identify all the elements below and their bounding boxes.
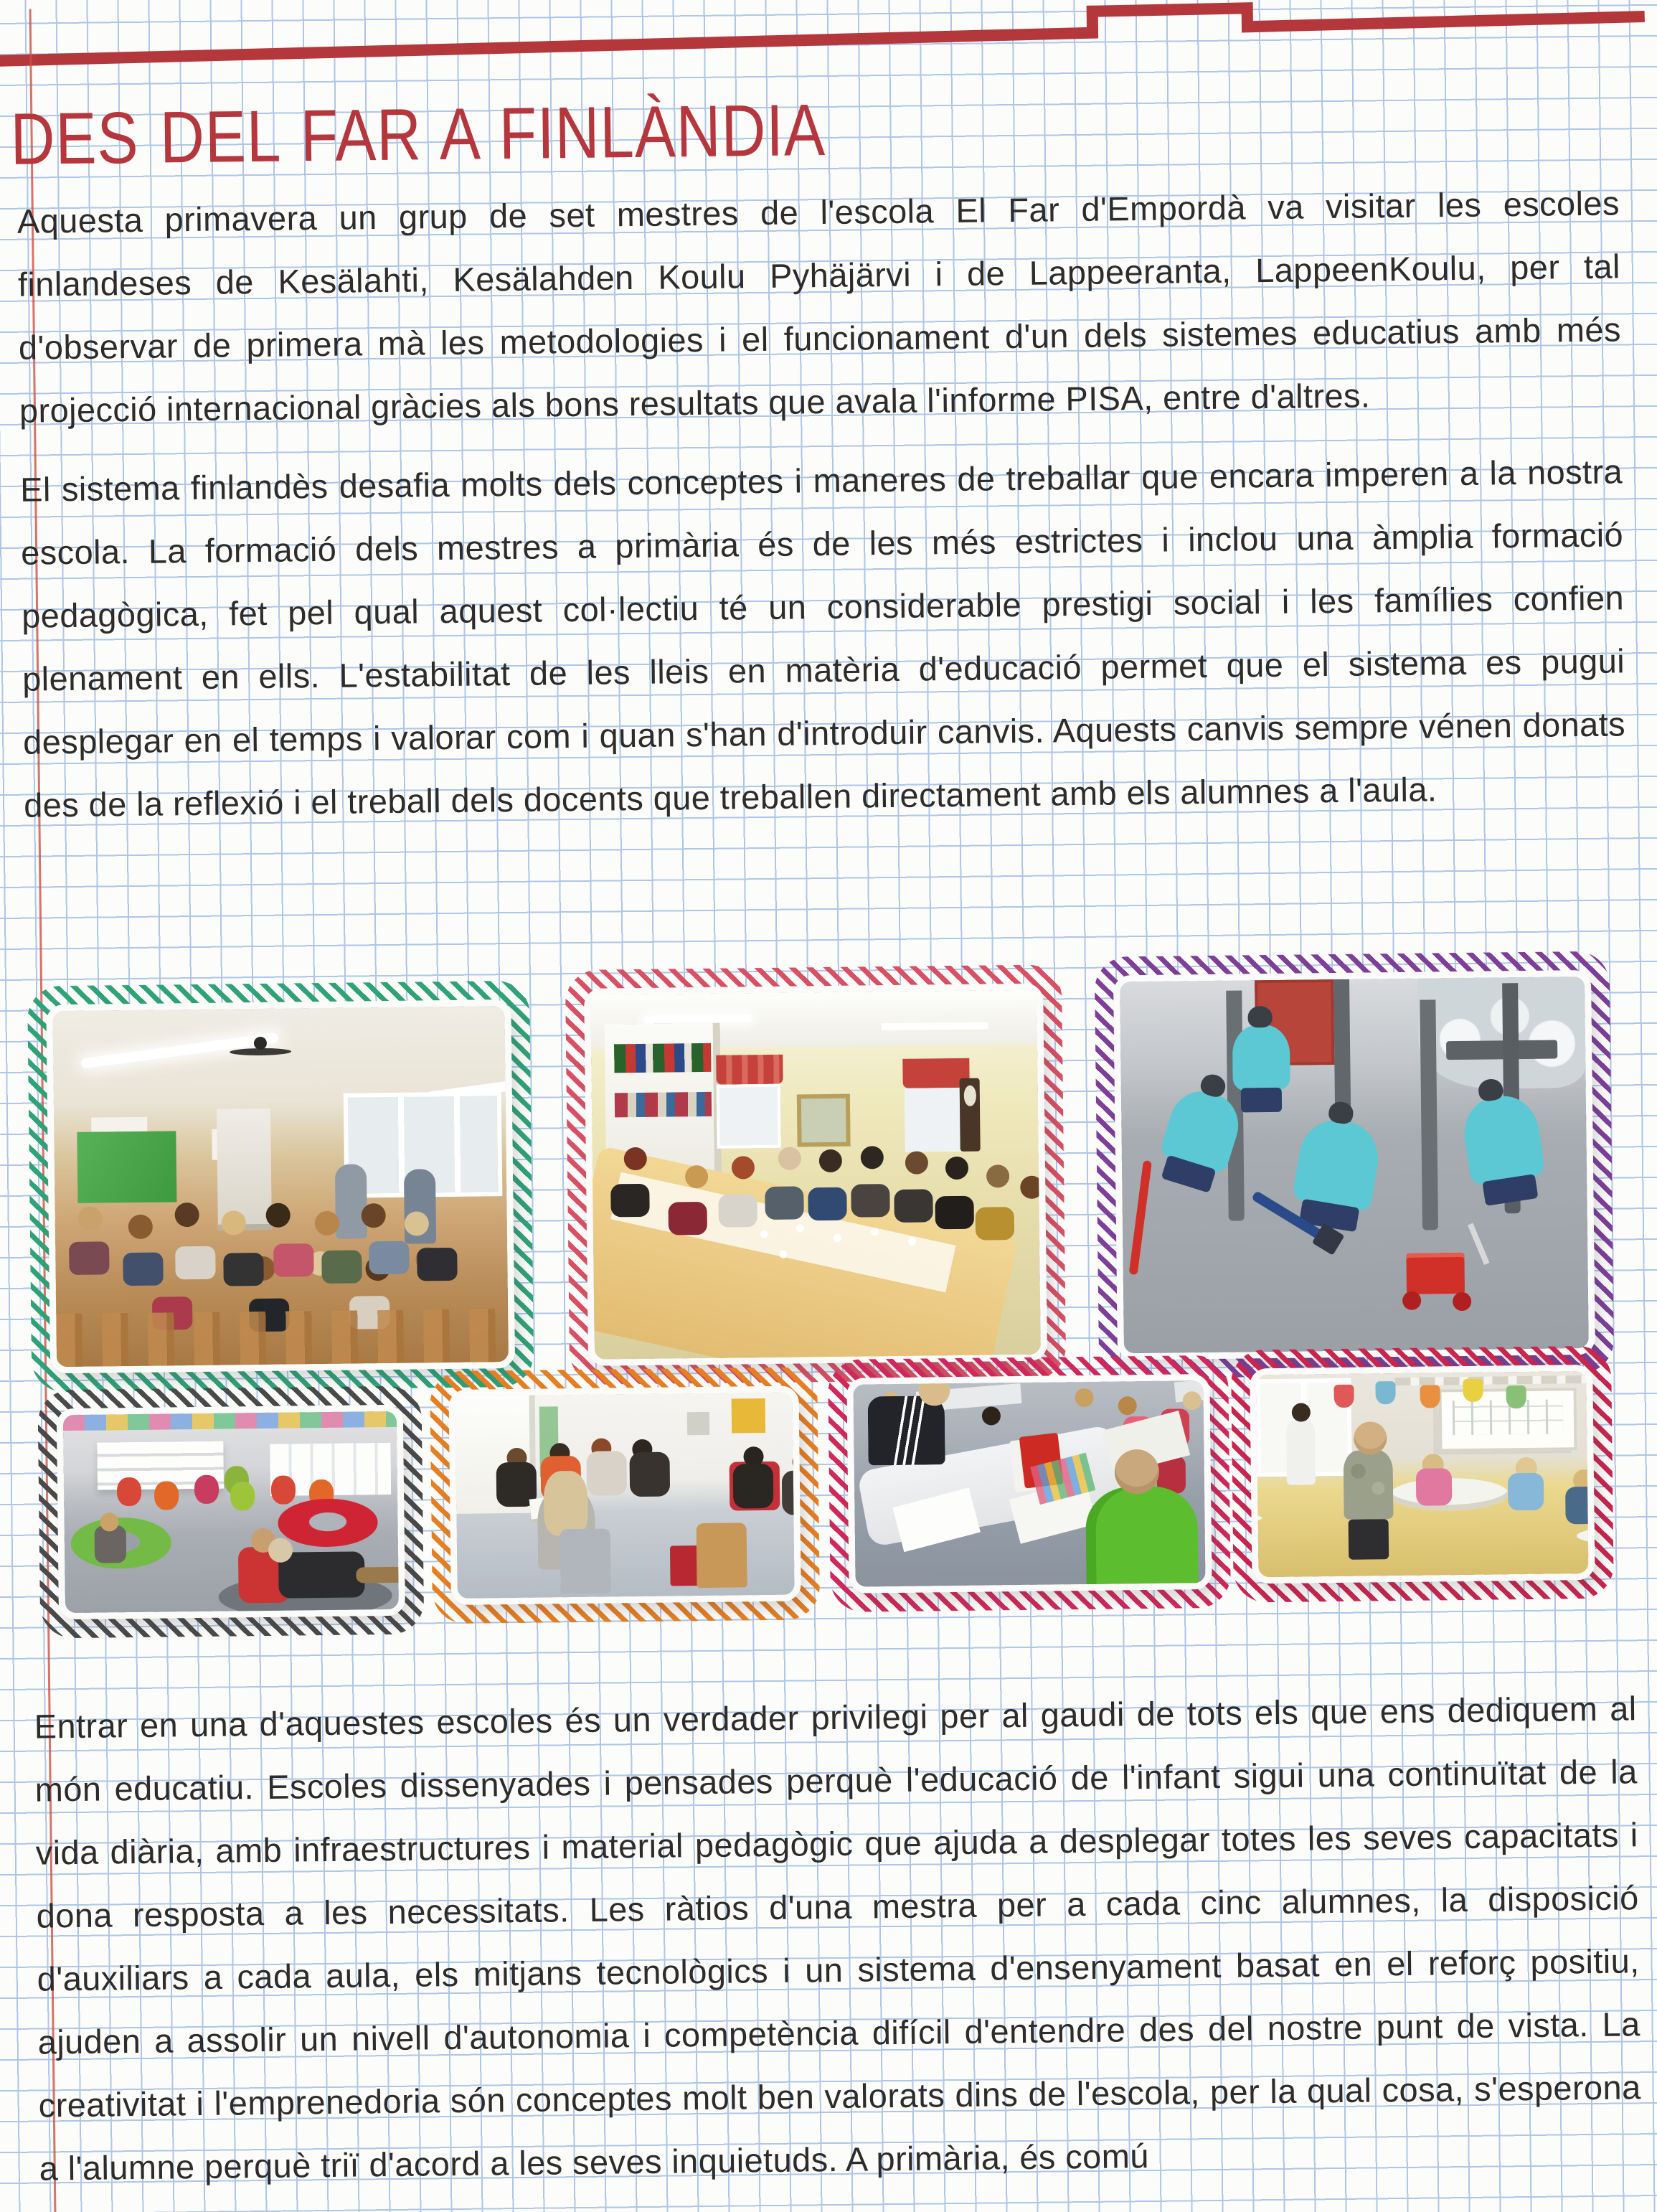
wall-clock-shape	[960, 1078, 981, 1152]
standing-boy-shape	[1343, 1450, 1393, 1520]
child-dark-jacket-shape	[278, 1552, 365, 1599]
pupils-worktables-image	[846, 1374, 1212, 1594]
photo-snow-sweeping-yard	[1095, 951, 1615, 1379]
library-shelf-right-shape	[270, 1443, 391, 1496]
wooden-chairs-shape	[697, 1522, 747, 1588]
wall-painting-shape	[797, 1094, 851, 1147]
child-in-snowsuit-shape	[1158, 1084, 1247, 1176]
teacher-figures-shape	[334, 1164, 367, 1239]
red-shovel-shape	[1129, 1160, 1152, 1275]
pupil-track-jacket-shape	[867, 1396, 945, 1465]
child-reading-shape	[94, 1525, 126, 1563]
photo-school-library	[37, 1385, 424, 1638]
pendant-lamps-shape	[1375, 1381, 1395, 1404]
top-red-bar	[0, 0, 1646, 88]
meeting-circle-image	[448, 1385, 801, 1605]
snowy-hedge-shape	[1417, 976, 1586, 1090]
photo-teachers-coffee-table	[565, 964, 1067, 1385]
photo-meeting-circle	[430, 1367, 820, 1624]
paragraph-intro: Aquesta primavera un grup de set mestres de l'escola El Far d'Empordà va visitar les escoles finlandeses de Kesälahti, Kesälahden Koulu Pyhäjärvi i de Lappeeranta, LappeenKoulu, per tal d'observar de primera mà les metodologies i el funcionament d'un dels sistemes educatius amb més projecció internacional gràcies als bons resultats que avala l'informe PISA, entre d'altres.	[16, 184, 1622, 430]
child-in-snowsuit-shape	[1232, 1025, 1290, 1091]
paragraph-system: El sistema finlandès desafia molts dels conceptes i maneres de treballar que encara imperen a la nostra escola. La formació dels mestres a primària és de les més estrictes i inclou una àmplia formació pedagògica, fet pel qual aquest col·lectiu té un considerable prestigi social i les famílies confien plenament en ells. L'estabilitat de les lleis en matèria d'educació permet que el sistema es pugui desplegar en el temps i valorar com i quan s'han d'introduir canvis. Aquests canvis sempre vénen donats des de la reflexió i el treball dels docents que treballen directament amb els alumnes a l'aula.	[19, 452, 1626, 824]
red-wagon-shape	[1407, 1253, 1465, 1294]
photo-kindergarten-room	[1231, 1346, 1614, 1603]
pupil-green-hoodie-shape	[1085, 1486, 1199, 1592]
colorful-chairs-shape	[117, 1477, 141, 1506]
teachers-heads-shape	[623, 1147, 646, 1170]
teachers-coffee-table-image	[584, 984, 1047, 1366]
staffroom-windows-shape	[717, 1084, 781, 1149]
page-title: DES DEL FAR A FINLÀNDIA	[9, 88, 826, 180]
red-curtains-shape	[716, 1055, 783, 1085]
children-bodies-shape	[1416, 1468, 1453, 1506]
coffee-cups-shape	[727, 1219, 735, 1227]
photo-classroom-assembly	[27, 981, 534, 1393]
child-in-snowsuit-shape	[1292, 1115, 1384, 1213]
staffroom-table-shape	[584, 1146, 1019, 1366]
teacher-figure-shape	[1286, 1418, 1316, 1484]
chair-row-shape	[56, 1309, 509, 1368]
bench-shape	[1446, 1040, 1558, 1060]
library-shelf-left-shape	[97, 1441, 224, 1489]
backpacks-shape	[1161, 1409, 1190, 1446]
girl-long-hair-shape	[537, 1487, 595, 1569]
yellow-poster-shape	[732, 1398, 766, 1433]
alphabet-frieze-shape	[1395, 1375, 1587, 1385]
kindergarten-room-image	[1250, 1365, 1595, 1583]
classroom-windows-shape	[344, 1091, 503, 1197]
whiteboard-shape	[1439, 1388, 1577, 1451]
school-library-image	[57, 1405, 405, 1619]
snow-sweeping-yard-image	[1113, 970, 1595, 1360]
photo-pupils-worktables	[828, 1355, 1231, 1612]
teachers-bodies-shape	[610, 1184, 650, 1218]
green-board-shape	[77, 1131, 177, 1203]
child-in-snowsuit-shape	[1459, 1091, 1546, 1186]
red-ring-seat-shape	[278, 1499, 378, 1548]
paragraph-visit: Entrar en una d'aquestes escoles és un verdader privilegi per al gaudi de tots els que ens dediquem al món educatiu. Escoles dissenyades i pensades perquè l'educació de l'infant sigui una continuïtat de la vida diària, amb infraestructures i material pedagògic que ajuda a desplegar totes les seves capacitats i dona resposta a les necessitats. Les ràtios d'una mestra per a cada cinc alumnes, la disposició d'auxiliars a cada aula, els mitjans tecnològics i un sistema d'ensenyament basat en el reforç positiu, ajuden a assolir un nivell d'autonomia i competència difícil d'entendre des del nostre punt de vista. La creativitat i l'emprenedoria són conceptes molt ben valorats dins de l'escola, per la qual cosa, s'esperona a l'alumne perquè triï d'acord a les seves inquietuds. A primària, és comú	[34, 1689, 1641, 2188]
red-sofa-shape	[729, 1462, 780, 1510]
poster-strip-shape	[63, 1411, 397, 1431]
children-heads-shape	[77, 1206, 102, 1230]
shelf-unit-shape	[217, 1109, 273, 1230]
classroom-assembly-image	[46, 999, 515, 1373]
children-bodies-shape	[69, 1242, 110, 1276]
ceiling-fan-shape	[230, 1048, 291, 1055]
